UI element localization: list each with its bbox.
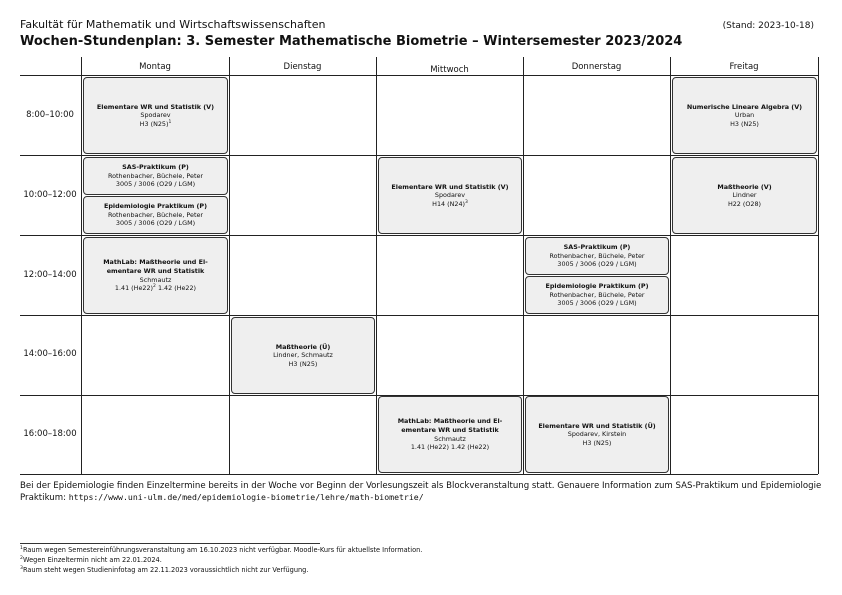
course-room: H3 (N25) [582,438,612,447]
footnote-1: $^1$Raum wegen Semestereinführungsveranstaltung am 16.10.2023 nicht verfügbar. Moodle-Kurs für aktuellste Information. [20,545,423,554]
course-lecturer: Rothenbacher, Büchele, Peter [107,171,204,180]
course-room: 3005 / 3006 (O29 / LGM) [115,180,196,189]
course-room: H3 (N25) [730,119,759,128]
stand-date: (Stand: 2023-10-18) [722,21,814,31]
course-title: Numerische Lineare Algebra (V) [686,102,803,111]
course-title: Elementare WR und Statistik (V) [96,102,215,111]
info-note-text: Bei der Epidemiologie finden Einzeltermine bereits in der Woche vor Beginn der Vorlesungszeit als Blockveranstaltung statt. Genauere Information zum SAS-Praktikum und Epidemiologie Praktikum: [20,481,822,504]
footnote-ref: 2 [153,284,156,290]
day-header-freitag: Freitag [729,62,759,72]
time-label-1600: 16:00–18:00 [23,429,77,439]
day-header-mittwoch: Mittwoch [430,65,469,75]
course-lecturer: Rothenbacher, Büchele, Peter [549,251,645,260]
course-title: Maßtheorie (Ü) [275,342,331,351]
course-lecturer: Schmautz [434,434,466,443]
course-slot[interactable] [83,237,228,314]
course-title: Elementare WR und Statistik (V) [391,182,509,191]
course-slot[interactable] [83,157,228,195]
course-slot[interactable] [525,237,669,275]
course-room: 3005 / 3006 (O29 / LGM) [557,299,637,308]
course-lecturer: Lindner, Schmautz [273,351,333,360]
course-slot[interactable] [83,196,228,234]
time-label-0800: 8:00–10:00 [26,110,74,120]
course-lecturer: Rothenbacher, Büchele, Peter [107,210,204,219]
course-slot[interactable] [672,77,817,154]
course-title-line1: MathLab: Maßtheorie und El- [103,258,208,267]
footnote-ref: 1 [168,119,172,125]
course-room: H3 $(N25)^1$ [139,119,172,128]
course-title-line2: ementare WR und Statistik [401,425,499,434]
course-slot[interactable] [378,396,522,473]
course-title: Maßtheorie (V) [717,182,772,191]
course-lecturer: Spodarev [140,111,171,120]
course-room: 3005 / 3006 (O29 / LGM) [557,260,637,269]
course-lecturer: Spodarev [434,191,466,200]
course-lecturer: Urban [734,111,755,120]
time-label-1000: 10:00–12:00 [23,190,77,200]
course-lecturer: Rothenbacher, Büchele, Peter [549,290,645,299]
footnote-ref: 3 [465,199,468,205]
course-slot[interactable] [525,276,669,314]
course-title: Epidemiologie Praktikum (P) [545,282,649,291]
time-label-1200: 12:00–14:00 [23,270,77,280]
course-room: 3005 / 3006 (O29 / LGM) [115,219,196,228]
footnote-3: $^3$Raum steht wegen Studieninfotag am 22.11.2023 voraussichtlich nicht zur Verfügung. [20,565,309,574]
course-title: Epidemiologie Praktikum (P) [103,202,208,211]
course-lecturer: Spodarev, Kirstein [567,430,627,439]
course-slot[interactable] [525,396,669,473]
course-room: 1.41 $(He22)^2$ 1.42 (He22) [114,284,197,293]
day-header-montag: Montag [139,62,171,72]
course-title: Elementare WR und Statistik (Ü) [538,421,656,430]
course-title-line2: ementare WR und Statistik [106,266,205,275]
course-lecturer: Lindner [732,191,757,200]
info-note [20,480,830,504]
faculty-name: Fakultät für Mathematik und Wirtschaftswissenschaften [20,18,326,31]
course-slot[interactable] [672,157,817,234]
course-title: SAS-Praktikum (P) [563,243,631,252]
course-lecturer: Schmautz [139,275,172,284]
course-slot[interactable] [83,77,228,154]
course-title-line1: MathLab: Maßtheorie und El- [397,417,503,426]
course-title: SAS-Praktikum (P) [122,163,189,172]
info-link[interactable]: https://www.uni-ulm.de/med/epidemiologie-biometrie/lehre/math-biometrie/ [68,492,424,503]
course-room: H14 $(N24)^3$ [432,199,468,208]
day-header-donnerstag: Donnerstag [571,62,622,72]
course-slot[interactable] [231,317,375,394]
course-slot[interactable] [378,157,522,234]
day-header-dienstag: Dienstag [283,62,322,72]
footnote-divider [20,543,320,544]
course-room: H22 (O28) [727,199,762,208]
course-room: H3 (N25) [288,359,318,368]
course-room: 1.41 (He22) 1.42 (He22) [410,443,490,452]
page-title: Wochen-Stundenplan: 3. Semester Mathematische Biometrie – Wintersemester 2023/2024 [20,34,683,49]
footnote-2: $^2$Wegen Einzeltermin nicht am 22.01.2024. [20,555,162,564]
time-label-1400: 14:00–16:00 [23,349,77,359]
